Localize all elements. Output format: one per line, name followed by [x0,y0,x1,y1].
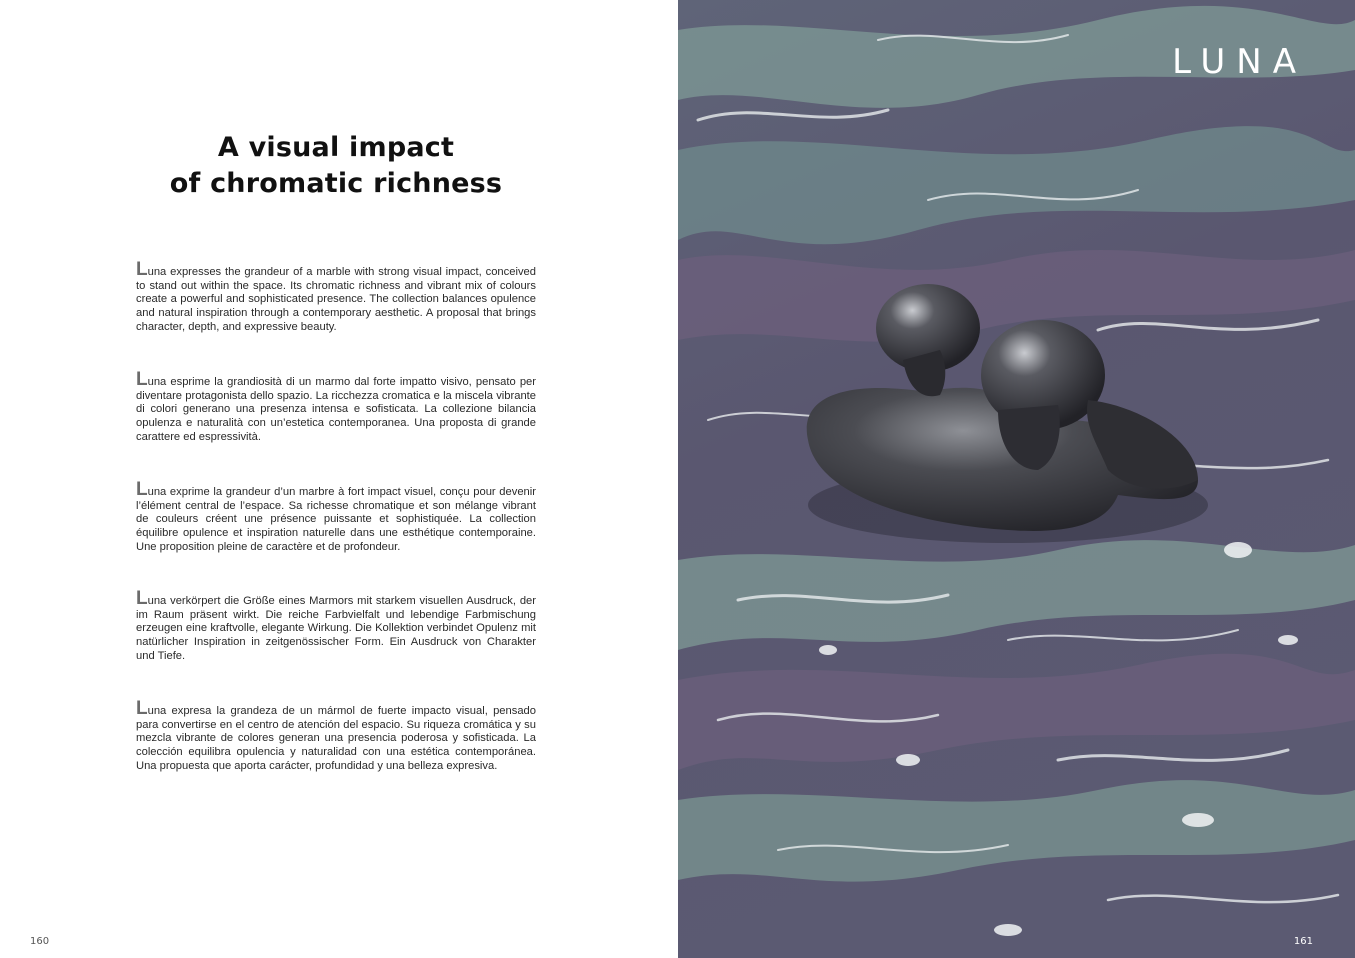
paragraph-spanish [136,698,536,774]
drop-cap: L [136,479,148,500]
right-page-photo [678,0,1355,958]
title-line-2: of chromatic richness [169,168,503,199]
drop-cap: L [136,259,148,280]
paragraph-text: una expresses the grandeur of a marble with strong visual impact, conceived to stand out within the space. Its chromatic richness and vibrant mix of colours create a powerful and sophisticated presence. The collection balances opulence and natural inspiration through a contemporary aesthetic. A proposal that brings character, depth, and expressive beauty. [136,266,536,333]
page-number-left: 160 [30,936,50,947]
drop-cap: L [136,698,148,719]
paragraph-text: una exprime la grandeur d’un marbre à fort impact visuel, conçu pour devenir l’élément central de l’espace. Sa richesse chromatique et son mélange vibrant de couleurs créent une présence puissante et sophistiquée. La collection équilibre opulence et inspiration naturelle dans une esthétique contemporaine. Une proposition pleine de caractère et de profondeur. [136,486,536,553]
title-line-1: A visual impact [217,132,455,163]
drop-cap: L [136,369,148,390]
paragraph-german [136,588,536,664]
paragraph-english [136,259,536,335]
page-number-right: 161 [1293,936,1313,947]
marble-floor-image [678,0,1355,958]
paragraph-french [136,479,536,555]
paragraph-italian [136,369,536,445]
drop-cap: L [136,588,148,609]
paragraph-text: una verkörpert die Größe eines Marmors mit starkem visuellen Ausdruck, der im Raum präsent wirkt. Die reiche Farbvielfalt und lebendige Farbmischung erzeugen eine kraftvolle, elegante Wirkung. Die Kollektion verbindet Opulenz mit natürlicher Inspiration in zeitgenössischer Form. Ein Ausdruck von Charakter und Tiefe. [136,595,536,662]
paragraph-text: una expresa la grandeza de un mármol de fuerte impacto visual, pensado para convertirse en el centro de atención del espacio. Su riqueza cromática y su mezcla vibrante de colores generan una presencia poderosa y sofisticada. La colección equilibra opulencia y naturalidad con una estética contemporánea. Una propuesta que aporta carácter, profundidad y una belleza expresiva. [136,705,536,772]
brand-logo: LUNA [1172,42,1307,82]
page-title [0,130,672,202]
paragraph-text: una esprime la grandiosità di un marmo dal forte impatto visivo, pensato per diventare protagonista dello spazio. La ricchezza cromatica e la miscela vibrante di colori generano una presenza intensa e sofisticata. La collezione bilancia opulenza e naturalità con un’estetica contemporanea. Una proposta di grande carattere ed espressività. [136,376,536,443]
